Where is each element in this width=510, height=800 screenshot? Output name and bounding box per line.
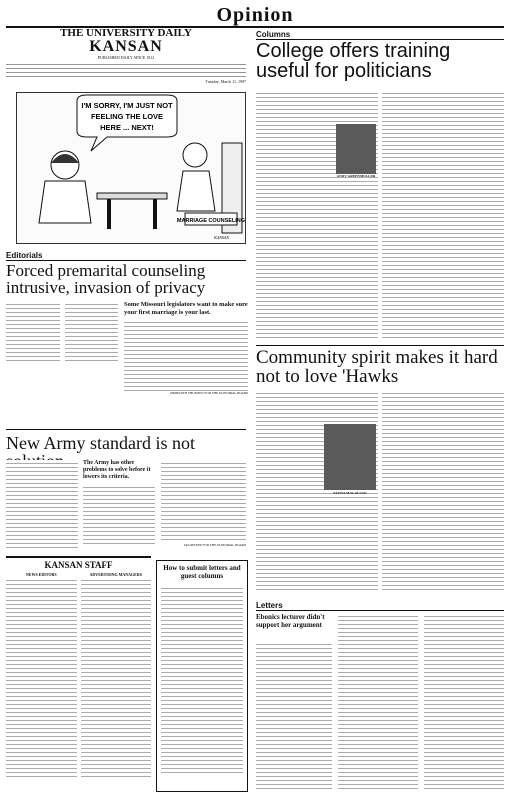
- col1-photo-name: ANDY GREENMULLER: [336, 174, 376, 178]
- letter1-body: [256, 641, 332, 791]
- ed1-body-right: [124, 319, 248, 391]
- editorial-cartoon: [16, 92, 246, 244]
- col1-body-right: [382, 90, 504, 340]
- letter1-body-right: [424, 613, 504, 791]
- issue-date: Tuesday, March 11, 1997: [205, 79, 246, 84]
- divider: [6, 429, 246, 430]
- svg-text:I'M SORRY, I'M JUST NOT: I'M SORRY, I'M JUST NOT: [81, 101, 173, 110]
- howto-title: How to submit letters and guest columns: [163, 564, 241, 580]
- opinion-page: [6, 4, 504, 796]
- columns-label: Columns: [256, 30, 504, 40]
- advertising-label: ADVERTISING MANAGERS: [89, 572, 142, 577]
- divider: [256, 345, 504, 346]
- ed2-headline: New Army standard is not: [6, 433, 195, 453]
- section-banner: [6, 4, 504, 28]
- ed2-right-column: [161, 460, 246, 547]
- col2-photo-name: ELENA MACALUSO: [333, 491, 367, 495]
- ed2-byline: IAN RITTER FOR THE EDITORIAL BOARD: [184, 543, 246, 547]
- ed1-right-column: [124, 301, 248, 395]
- cartoon-drawing: [17, 93, 245, 243]
- letter1-body-mid: [338, 613, 418, 791]
- section-title: Opinion: [216, 4, 294, 26]
- svg-text:HERE ... NEXT!: HERE ... NEXT!: [100, 123, 154, 132]
- col1-headline: College offers training useful for politicians: [256, 40, 451, 82]
- svg-text:KANSAN: KANSAN: [214, 235, 229, 240]
- paper-name-line2: KANSAN: [89, 38, 163, 55]
- ed1-byline: MEREDITH THOMSEN FOR THE EDITORIAL BOARD: [170, 391, 248, 395]
- ed2-mid-column: [83, 460, 155, 544]
- masthead: [6, 28, 246, 84]
- ed1-body-left: [6, 301, 118, 421]
- ed1-pullquote: Some Missouri legislators want to make sure your first marriage is your last.: [124, 301, 248, 316]
- col2-headline: Community spirit makes it hard not to love 'Hawks: [256, 347, 498, 387]
- svg-text:FEELING THE LOVE: FEELING THE LOVE: [90, 112, 164, 121]
- svg-text:MARRIAGE COUNSELING: MARRIAGE COUNSELING: [176, 218, 245, 224]
- ed2-pullquote: The Army has other problems to solve before it lowers its criteria.: [83, 460, 151, 480]
- paper-since: PUBLISHED DAILY SINCE 1912: [97, 55, 155, 60]
- ed2-body-left: [6, 460, 78, 550]
- col2-body-right: [382, 390, 504, 590]
- staff-title: KANSAN STAFF: [44, 560, 113, 570]
- col2-body-left: [256, 390, 378, 590]
- ed1-headline: Forced premarital counseling intrusive, invasion of privacy: [6, 261, 206, 297]
- paper-name-line1: THE UNIVERSITY DAILY: [60, 27, 192, 39]
- letter1-headline: Ebonics lecturer didn't support her argument: [256, 613, 325, 629]
- staff-box: [6, 556, 151, 794]
- letters-label: Letters: [256, 601, 504, 611]
- howto-box: [156, 560, 248, 792]
- col2-photo: [324, 424, 376, 490]
- news-editors-label: NEWS EDITORS: [25, 572, 57, 577]
- col1-photo: [336, 124, 376, 174]
- editorials-label: Editorials: [6, 251, 246, 261]
- masthead-staff: [6, 61, 246, 79]
